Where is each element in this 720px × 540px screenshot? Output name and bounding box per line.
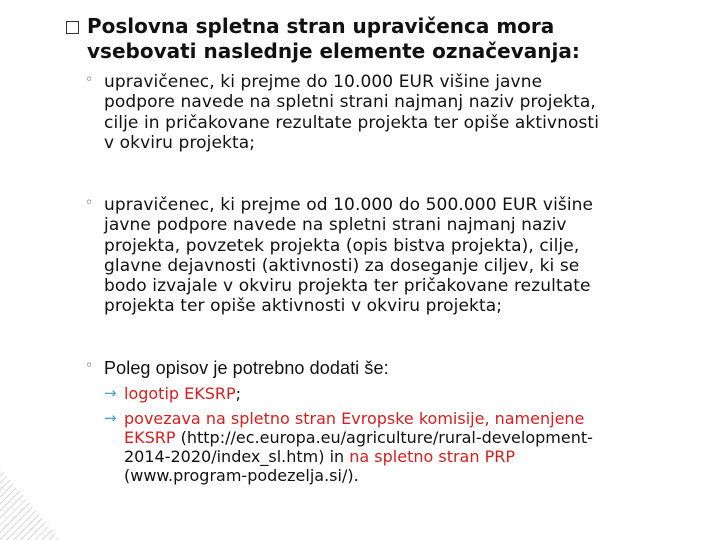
arrow-bullet-icon: → — [104, 409, 117, 427]
corner-hatch-ornament — [0, 468, 60, 540]
bullet-text: upravičenec, ki prejme od 10.000 do 500.000 EUR višine javne podpore navede na spletni strani najmanj naziv projekta, povzetek projekta (opis bistva projekta), cilje, glavne dejavnosti (aktivnosti) za doseganje ciljev, ki se bodo izvajale v okviru projekta ter pričakovane rezultate projekta ter opiše aktivnosti v okviru projekta; — [104, 195, 594, 317]
sub-item — [104, 409, 694, 485]
square-bullet-icon — [66, 21, 79, 34]
bullet-item — [85, 358, 690, 378]
bullet-text: upravičenec, ki prejme do 10.000 EUR višine javne podpore navede na spletni strani najmanj naziv projekta, cilje in pričakovane rezultate projekta ter opiše aktivnosti v okviru projekta; — [104, 72, 600, 153]
circle-bullet-icon: ◦ — [85, 358, 94, 374]
arrow-bullet-icon: → — [104, 384, 117, 402]
sub-item-text: logotip EKSRP; — [124, 384, 242, 403]
bullet-item — [85, 195, 690, 317]
circle-bullet-icon: ◦ — [85, 195, 94, 211]
bullet-item — [85, 72, 690, 153]
heading-text: Poslovna spletna stran upravičenca mora vsebovati naslednje elemente označevanja: — [87, 14, 580, 63]
bullet-text: Poleg opisov je potrebno dodati še: — [104, 358, 389, 378]
circle-bullet-icon: ◦ — [85, 72, 94, 88]
logotip-text: logotip EKSRP — [124, 384, 236, 403]
sub-item — [104, 384, 694, 403]
prp-link-text[interactable]: na spletno stran PRP — [349, 447, 515, 466]
sub-item-text: povezava na spletno stran Evropske komisije, namenjene EKSRP (http://ec.europa.eu/agriculture/rural-development- 2014-2020/index_sl.htm) in na spletno stran PRP (www.program-podezelja.si/). — [124, 409, 593, 485]
ec-link-text[interactable]: povezava na spletno stran Evropske komisije, namenjene EKSRP — [124, 409, 585, 447]
slide-heading — [66, 14, 686, 64]
